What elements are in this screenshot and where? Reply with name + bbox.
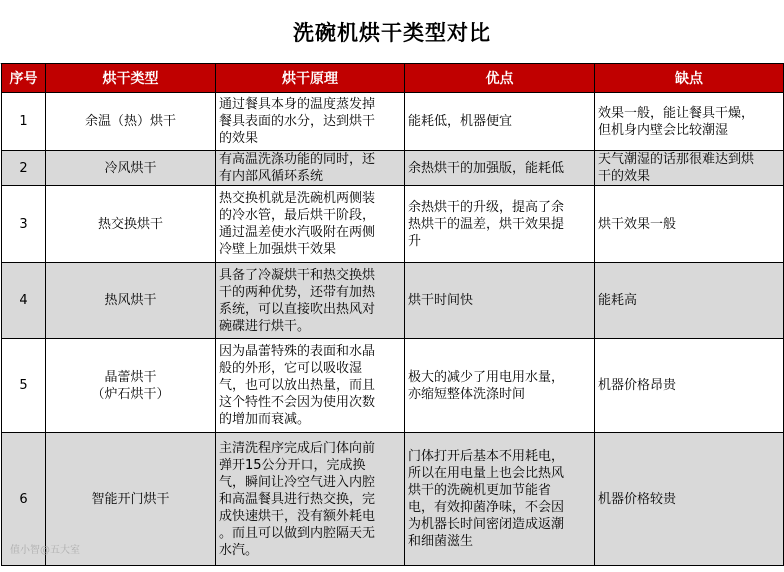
cell-principle-line: 通过温差使水汽吸附在两侧 (219, 225, 376, 240)
cell-type-line: 热风烘干 (104, 293, 157, 308)
cell-type (46, 263, 216, 339)
cell-cons (595, 151, 784, 186)
cell-pros-line: 和细菌滋生 (408, 534, 474, 549)
cell-principle-line: 冷壁上加强烘干效果 (219, 242, 337, 257)
header-cons: 缺点 (595, 64, 784, 93)
cell-pros-line: 余热烘干的加强版，能耗低 (408, 160, 565, 176)
cell-principle-line: 这个特性不会因为使用次数 (219, 395, 376, 410)
cell-principle-line: 通过餐具本身的温度蒸发掉 (219, 97, 376, 112)
cell-type (46, 339, 216, 433)
cell-pros-line: 热烘干的温差，烘干效果提 (408, 216, 565, 232)
cell-principle-line: 和高温餐具进行热交换，完 (219, 491, 376, 507)
cell-index: 2 (2, 151, 46, 186)
cell-principle-line: 般的外形，它可以吸收湿 (219, 361, 363, 376)
cell-cons-line: 效果一般，能让餐具干燥， (598, 105, 755, 121)
cell-index: 4 (2, 263, 46, 339)
cell-type-line: （炉石烘干） (91, 386, 170, 402)
cell-principle-line: 水汽。 (219, 542, 259, 558)
cell-pros (405, 151, 595, 186)
cell-principle-line: 热交换机就是洗碗机两侧装 (219, 191, 376, 206)
cell-type (46, 151, 216, 186)
comparison-table (1, 63, 784, 566)
cell-principle-line: 气，也可以放出热量，而且 (219, 378, 376, 393)
cell-cons-line: 干的效果 (598, 169, 651, 184)
cell-cons (595, 186, 784, 263)
cell-type-line: 智能开门烘干 (91, 491, 170, 507)
cell-principle-line: 碗碟进行烘干。 (219, 318, 311, 334)
cell-principle-line: 有内部风循环系统 (219, 169, 324, 184)
cell-pros (405, 433, 595, 566)
cell-principle-line: 的效果 (219, 131, 259, 146)
header-type: 烘干类型 (46, 64, 216, 93)
cell-principle-line: 气，瞬间让冷空气进入内腔 (219, 474, 376, 490)
cell-principle (216, 433, 405, 566)
table-row (2, 151, 784, 186)
cell-type (46, 93, 216, 151)
cell-cons-line: 机器价格昂贵 (598, 378, 677, 393)
cell-pros (405, 93, 595, 151)
cell-pros-line: 升 (408, 233, 422, 249)
cell-type-line: 余温（热）烘干 (84, 114, 176, 129)
cell-index: 5 (2, 339, 46, 433)
cell-principle (216, 151, 405, 186)
cell-principle-line: 餐具表面的水分，达到烘干 (219, 114, 376, 129)
cell-pros-line: 余热烘干的升级，提高了余 (408, 199, 565, 215)
cell-pros-line: 烘干的洗碗机更加节能省 (408, 483, 552, 498)
table-row (2, 433, 784, 566)
watermark: 值小智@五大室 (10, 545, 80, 556)
cell-principle-line: 。而且可以做到内腔隔天无 (219, 525, 376, 541)
table-header-row (2, 64, 784, 93)
cell-type-line: 热交换烘干 (97, 216, 163, 232)
cell-principle-line: 的增加而衰减。 (219, 412, 311, 427)
cell-pros-line: 门体打开后基本不用耗电， (408, 449, 565, 464)
table-row (2, 263, 784, 339)
table-row (2, 186, 784, 263)
page-title: 洗碗机烘干类型对比 (0, 0, 784, 64)
cell-index: 1 (2, 93, 46, 151)
cell-principle-line: 因为晶蕾特殊的表面和水晶 (219, 344, 376, 359)
cell-principle-line: 有高温洗涤功能的同时，还 (219, 152, 376, 167)
header-index: 序号 (2, 64, 46, 93)
cell-cons (595, 263, 784, 339)
cell-cons-line: 烘干效果一般 (598, 216, 677, 232)
cell-cons-line: 天气潮湿的话那很难达到烘 (598, 152, 755, 167)
cell-cons (595, 93, 784, 151)
cell-principle-line: 系统，可以直接吹出热风对 (219, 301, 376, 317)
cell-principle (216, 93, 405, 151)
cell-pros (405, 339, 595, 433)
cell-type-line: 冷风烘干 (104, 160, 157, 176)
cell-cons-line: 机器价格较贵 (598, 491, 677, 507)
header-pros: 优点 (405, 64, 595, 93)
cell-principle-line: 主清洗程序完成后门体向前 (219, 440, 376, 456)
header-principle: 烘干原理 (216, 64, 405, 93)
cell-type-line: 晶蕾烘干 (104, 369, 157, 385)
cell-pros-line: 所以在用电量上也会比热风 (408, 466, 565, 481)
cell-index: 6 (2, 433, 46, 566)
cell-pros-line: 电，有效抑菌净味，不会因 (408, 500, 565, 515)
table-row (2, 339, 784, 433)
cell-principle-line: 成快速烘干，没有额外耗电 (219, 508, 376, 524)
cell-cons (595, 339, 784, 433)
cell-principle (216, 263, 405, 339)
cell-principle (216, 339, 405, 433)
cell-principle (216, 186, 405, 263)
cell-pros-line: 为机器长时间密闭造成返潮 (408, 517, 565, 532)
cell-principle-line: 的冷水管，最后烘干阶段， (219, 208, 376, 223)
cell-pros (405, 263, 595, 339)
cell-principle-line: 干的两种优势，还带有加热 (219, 284, 376, 300)
cell-index: 3 (2, 186, 46, 263)
table-row (2, 93, 784, 151)
cell-pros-line: 亦缩短整体洗涤时间 (408, 386, 526, 402)
cell-type (46, 186, 216, 263)
cell-cons (595, 433, 784, 566)
cell-pros-line: 能耗低，机器便宜 (408, 114, 513, 129)
cell-pros-line: 极大的减少了用电用水量， (408, 369, 565, 385)
cell-principle-line: 具备了冷凝烘干和热交换烘 (219, 267, 376, 283)
cell-cons-line: 但机身内壁会比较潮湿 (598, 122, 729, 138)
cell-pros (405, 186, 595, 263)
cell-principle-line: 弹开15公分开口，完成换 (219, 457, 366, 473)
cell-pros-line: 烘干时间快 (408, 293, 474, 308)
cell-cons-line: 能耗高 (598, 293, 638, 308)
